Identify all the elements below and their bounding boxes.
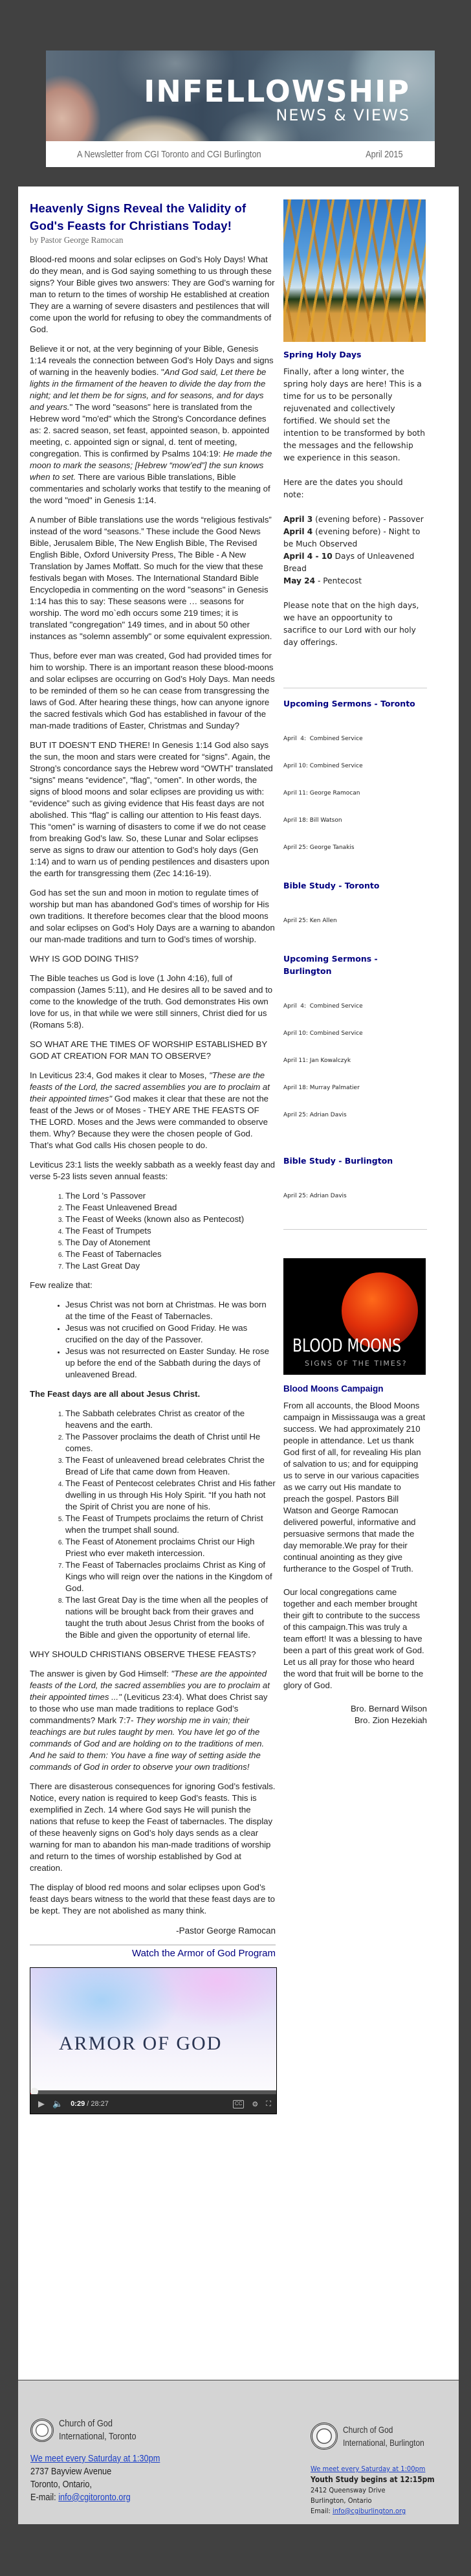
article-paragraph [30,1668,276,1773]
signature: Bro. Bernard Wilson [351,1704,427,1713]
bible-study-toronto-title: Bible Study - Toronto [283,881,380,890]
church-name-line: Church of God [343,2424,393,2435]
spring-holy-days-title: Spring Holy Days [283,350,362,359]
meaning-item: 4. The Feast of Pentecost celebrates Christ and His father dwelling in us through His Holy Spirit. “If you hath not the Spirit of Christ you are none of his. [65,1478,276,1513]
volume-icon[interactable]: 🔈 [52,2099,63,2108]
article-title: Heavenly Signs Reveal the Validity of God's Feasts for Christians Today! [30,201,246,232]
meaning-item: 8. The last Great Day is the time when all the peoples of nations will be brought back from their graves and taught the truth about Jesus Christ from the books of the Bible and given the opportunity of eternal life. [65,1594,276,1641]
sermons-burlington-list [283,984,426,1138]
newsletter-tagline: A Newsletter from CGI Toronto and CGI Burlington [77,148,261,160]
meaning-item: 7. The Feast of Tabernacles proclaims Christ as King of Kings who will reign over the nations in the Kingdom of God. [65,1559,276,1594]
campaign-signatures [283,1703,427,1726]
scripture-quote: And God said, Let there be lights in the firmament of the heaven to divide the day from the night; and let them be for signs, and for seasons, and for days and years. [30,367,267,412]
article-paragraph: The display of blood red moons and solar eclipses upon God’s feast days bears witness to the world that these feast days are to be kept. They are not abolished as many think. [30,1882,275,1915]
footer [18,2380,459,2524]
wheat-field-image [283,199,426,342]
fact-item: • Jesus was not resurrected on Easter Sunday. He rose up before the end of the Sabbath during the days of unleavened Bread. [65,1346,276,1381]
footer-toronto [30,2417,225,2504]
schedule-item: April 25: Adrian Davis [283,1112,347,1118]
video-thumbnail-title: ARMOR OF GOD [59,2033,223,2054]
article-paragraph: Blood-red moons and solar eclipses on God’s Holy Days! What do they mean, and is God saying something to us through these signs? Your Bible gives two answers: They are God’s warning for man to return to the times of worship He established at creation They are a warning of severe disasters and pestilences that will come upon the world for refusing to obey the commandments of God. [30,254,275,334]
holy-day-dates [283,514,426,587]
email-label: Email: [311,2507,333,2515]
toronto-details [30,2452,195,2504]
church-name-line: International, Toronto [59,2431,137,2442]
bible-study-toronto-list [283,898,426,943]
meaning-item: 1. The Sabbath celebrates Christ as creator of the heavens and the earth. [65,1408,276,1431]
offering-note: Please note that on the high days, we have an oppoortunity to sacrifice to our Lord with our holy day offerings. [283,601,419,647]
toronto-address-line: Toronto, Ontario, [30,2479,92,2490]
blood-moons-image-title: BLOOD MOONS [292,1335,401,1356]
settings-gear-icon[interactable]: ⚙ [252,2100,259,2108]
article-paragraph [30,343,276,506]
date-desc: (evening before) - Night to be Much Observed [283,527,421,548]
article-paragraph: Thus, before ever man was created, God had provided times for him to worship. There is an important reason these blood-moons and solar eclipses are occurring on God’s Holy Days. Man needs to be reminded of them so he can cease from transgressing the laws of God. After hearing these things, how can anyone ignore the sacred festivals which God has established in favour of the man-made traditions of Easter, Christmas and Sunday? [30,651,275,730]
main-article [30,199,276,2114]
sermons-burlington-title: Upcoming Sermons - Burlington [283,954,378,976]
video-duration: 28:27 [91,2100,109,2108]
toronto-address-line: 2737 Bayview Avenue [30,2466,112,2477]
fact-item: • Jesus was not crucified on Good Friday. He was crucified on the day of the Passover. [65,1322,276,1346]
article-byline: by Pastor George Ramocan [30,235,124,245]
schedule-item: April 25: Ken Allen [283,918,337,924]
feast-item: 2. The Feast Unleavened Bread [65,1202,276,1214]
play-icon[interactable]: ▶ [38,2099,45,2108]
feast-item: 7. The Last Great Day [65,1260,276,1272]
blood-moons-campaign-title: Blood Moons Campaign [283,1384,384,1394]
sermons-toronto-title: Upcoming Sermons - Toronto [283,699,415,708]
schedule-item: April 10: Combined Service [283,1030,363,1037]
text-run: There are various Bible translations, Bible commentaries and scholarly works that testify to the meaning of the word "moed" in Genesis 1:14. [30,472,270,505]
holy-day-date [283,526,426,550]
schedule-item: April 18: Murray Palmatier [283,1085,360,1091]
watch-program-link[interactable]: Watch the Armor of God Program [131,1948,276,1959]
text-run: Believe it or not, at the very beginning of your Bible, Genesis 1:14 reveals the connection between God’s Holy Days and signs of warning in the heavenly bodies. " [30,344,274,377]
toronto-church-name [59,2417,137,2443]
dates-intro: Here are the dates you should note: [283,478,403,499]
section-heading: WHY SHOULD CHRISTIANS OBSERVE THESE FEASTS? [30,1649,256,1659]
schedule-item: April 10: Combined Service [283,763,363,769]
article-paragraph: BUT IT DOESN’T END THERE! In Genesis 1:14 God also says the sun, the moon and stars were created for “signs”. Again, the Strong’s concordance says the Hebrew word “OWTH” translated “signs” means “evidence”, “flag”, “omen”. In other words, the signs of blood moons and solar eclipses are providing us with: “evidence” such as giving evidence that His feast days are not abolished. This “flag” is calling our attention to His feast days. This “omen” is warning of disasters to come if we do not cease from breaking God’s law. So, these Lunar and Solar eclipses serve as signs to draw our attention to God’s holy days (Gen 1:14) and to warn us of pending pestilences and disasters upon the earth for transgressing them (Zec 14:16-19). [30,740,273,878]
feasts-list [30,1190,276,1272]
sidebar [283,199,426,1726]
section-heading: SO WHAT ARE THE TIMES OF WORSHIP ESTABLISHED BY GOD AT CREATION FOR MAN TO OBSERVE? [30,1039,267,1061]
article-paragraph [30,1070,276,1151]
newsletter-header [46,51,435,167]
campaign-paragraph: From all accounts, the Blood Moons campaign in Mississauga was a great success. We had approximately 210 people in attendance. Let us thank God first of all, for revealing His plan of salvation to us; and for equipping us to serve in our various capacities as we carry out His mandate to preach the gospel. Pastors Bill Watson and George Ramocan delivered powerful, informative and persuasive sermons that made the day memorable.We pray for their continual anointing as they give furtherance to the Gospel of Truth. [283,1401,426,1574]
date-label: May 24 [283,576,316,585]
article-paragraph: A number of Bible translations use the words “religious festivals” instead of the word “seasons.” These include the Good News Bible, Jerusalem Bible, The New English Bible, The Revised English Bible, Oxford University Press, The Bible - A New Translation by James Moffatt. So much for the view that these festivals began with Moses. The International Standard Bible Encyclopedia in commenting on the word "seasons" in Genesis 1:14 has this to say: These seasons were … seasons for worship. The word mo`edh occurs some 219 times; it is translated "congregation" 149 times, and in about 50 other instances as "solemn assembly" or some equivalent expression. [30,515,272,641]
schedule-item: April 11: George Ramocan [283,790,360,797]
footer-burlington [311,2423,459,2516]
meaning-item: 2. The Passover proclaims the death of Christ until He comes. [65,1431,276,1454]
schedule-item: April 25: Adrian Davis [283,1193,347,1199]
header-banner [46,51,435,141]
bible-study-burlington-title: Bible Study - Burlington [283,1156,393,1166]
newsletter-title: INFELLOWSHIP [144,74,410,109]
scripture-quote: "These are the appointed feasts of the Lord, the sacred assemblies you are to proclaim at their appointed times ..." [30,1669,270,1702]
scripture-quote: He made the moon to mark the seasons; [Hebrew “mow’ed”] the sun knows when to set. [30,449,272,482]
church-name-line: Church of God [59,2418,113,2429]
toronto-email-link[interactable]: info@cgitoronto.org [58,2492,131,2503]
toronto-logo-row [30,2417,225,2443]
text-run: (Leviticus 23:4). What does Christ say to those who use man made traditions to replace God’s commandments? Mark 7:7- [30,1692,268,1725]
article-signoff: -Pastor George Ramocan [176,1926,276,1936]
burlington-meeting-link[interactable]: We meet every Saturday at 1:00pm [311,2465,426,2473]
article-paragraph: Leviticus 23:1 lists the weekly sabbath as a weekly feast day and verse 5-23 lists seven annual feasts: [30,1160,275,1181]
meaning-item: 3. The Feast of unleavened bread celebrates Christ the Bread of Life that came down from Heaven. [65,1454,276,1478]
church-seal-icon [311,2423,338,2450]
church-name-line: International, Burlington [343,2437,424,2448]
scripture-quote: "These are the feasts of the Lord, the sacred assemblies you are to proclaim at their appointed times" [30,1070,270,1103]
signature: Bro. Zion Hezekiah [354,1715,427,1725]
text-run: In Leviticus 23:4, God makes it clear to Moses, [30,1070,210,1080]
article-paragraph: There are disasterous consequences for ignoring God’s festivals. Notice, every nation is required to keep God’s feasts. This is exemplified in Zech. 14 where God says He will punish the nations that refuse to keep the Feast of tabernacles. The display of these heavenly signs on God’s holy days sends as a clear warning for man to abandon his man-made traditions of worship and return to the times of worship established by God at creation. [30,1781,276,1873]
schedule-item: April 18: Bill Watson [283,817,342,824]
email-label: E-mail: [30,2492,59,2503]
facts-list [30,1299,276,1381]
burlington-church-name [343,2423,424,2449]
schedule-item: April 25: George Tanakis [283,844,355,851]
feast-item: 1. The Lord 's Passover [65,1190,276,1202]
newsletter-body [18,186,459,2515]
meaning-item: 6. The Feast of Atonement proclaims Christ our High Priest who ever maketh intercession. [65,1536,276,1559]
holy-day-date [283,575,426,587]
date-desc: - Pentecost [315,576,362,585]
date-label: April 4 [283,527,313,536]
fullscreen-icon[interactable]: ⛶ [266,2099,271,2108]
feast-item: 5. The Day of Atonement [65,1237,276,1248]
article-paragraph: God has set the sun and moon in motion to regulate times of worship but man has abandoned God’s times of worship for His own traditions. It therefore becomes clear that the blood moons and solar eclipses on God’s Holy Days are a warning to abandon our man-made traditions and turn to God’s times of worship. [30,888,275,944]
meaning-item: 5. The Feast of Trumpets proclaims the return of Christ when the trumpet shall sound. [65,1513,276,1536]
feast-item: 6. The Feast of Tabernacles [65,1248,276,1260]
church-seal-icon [30,2419,54,2442]
video-player[interactable] [30,1967,277,2114]
campaign-paragraph: Our local congregations came together and each member brought their gift to contribute to the success of this campaign.This was truly a team effort! It was a blessing to have been a part of this great work of God. Let us all pray for those who heard the word that fruit will be borne to the glory of God. [283,1587,424,1690]
date-label: April 3 [283,515,313,524]
feast-item: 3. The Feast of Weeks (known also as Pentecost) [65,1214,276,1225]
video-controls [30,2094,276,2114]
captions-icon[interactable]: CC [233,2100,245,2108]
holy-day-date [283,514,426,526]
scripture-quote: They worship me in vain; their teachings are but rules taught by men. You have let go of the commands of God and are holding on to the traditions of men. And he said to them: You have a fine way of setting aside the commands of God in order to observe your own traditions! [30,1715,265,1772]
blood-moons-image-subtitle: SIGNS OF THE TIMES? [305,1359,408,1368]
feast-item: 4. The Feast of Trumpets [65,1225,276,1237]
sermons-toronto-list [283,716,426,870]
burlington-email-link[interactable]: info@cgiburlington.org [332,2507,406,2515]
date-desc: (evening before) - Passover [312,515,424,524]
toronto-meeting-link[interactable]: We meet every Saturday at 1:30pm [30,2453,160,2464]
text-run: The answer is given by God Himself: [30,1669,171,1678]
blood-moons-image [283,1258,426,1375]
schedule-item: April 4: Combined Service [283,736,363,742]
video-controls-right [233,2100,271,2108]
newsletter-subtitle: NEWS & VIEWS [276,106,410,124]
video-current-time: 0:29 [71,2100,85,2108]
article-paragraph: Few realize that: [30,1280,93,1290]
tagline-bar [46,141,435,167]
text-run: " The word "seasons" here is translated from the Hebrew word "mo'ed" which the Strong's Concordance defines as: 2. sacred season, set feast, appointed season, b. appointed meeting, c. appointed sign or signal, d. tent of meeting, congregation. This is confirmed by Psalms 104:19: [30,402,270,458]
schedule-item: April 4: Combined Service [283,1003,363,1010]
burlington-address-line: 2412 Queensway Drive [311,2486,386,2494]
video-time: 0:29 / 28:27 [71,2100,109,2108]
section-heading: WHY IS GOD DOING THIS? [30,954,139,964]
schedule-item: April 11: Jan Kowalczyk [283,1057,351,1064]
bold-statement: The Feast days are all about Jesus Christ. [30,1389,201,1399]
youth-study-time: Youth Study begins at 12:15pm [311,2475,435,2484]
text-run: God makes it clear that these are not the feast of the Jews or of Moses - THEY ARE THE FEASTS OF THE LORD. Moses and the Jews were commanded to observe them. Why? Because they were the chosen people of God. That’s what God calls His chosen people to do. [30,1094,269,1150]
date-desc: Days of Unleavened Bread [283,552,415,573]
burlington-details [311,2464,444,2516]
divider [283,1229,427,1230]
article-paragraph: The Bible teaches us God is love (1 John 4:16), full of compassion (James 5:11), and He desires all to be saved and to come to the knowledge of the truth. God demonstrates His own love for us, in that while we were still sinners, Christ died for us (Romans 5:8). [30,973,273,1030]
bible-study-burlington-list [283,1173,426,1219]
date-label: April 4 - 10 [283,552,333,561]
spring-intro: Finally, after a long winter, the spring holy days are here! This is a time for us to be personally rejuvenated and collectively fortified. We should set the intention to be transformed by both the messages and the fellowship we experience in this season. [283,367,425,462]
holy-day-date [283,550,426,575]
feast-meanings-list [30,1408,276,1641]
burlington-logo-row [311,2423,459,2450]
issue-date: April 2015 [366,148,403,160]
fact-item: • Jesus Christ was not born at Christmas. He was born at the time of the Feast of Tabernacles. [65,1299,276,1322]
burlington-address-line: Burlington, Ontario [311,2496,372,2505]
